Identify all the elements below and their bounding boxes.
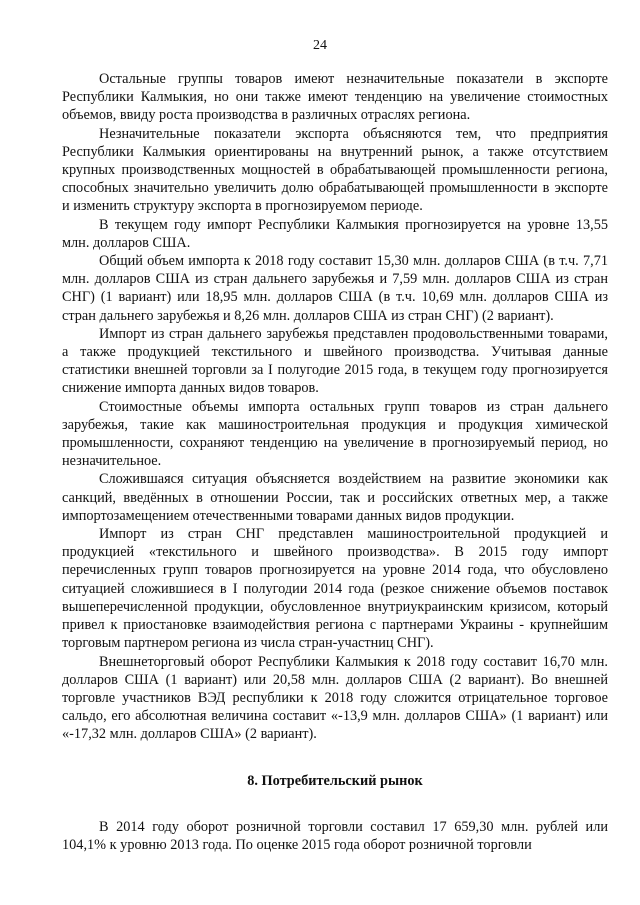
section-heading: 8. Потребительский рынок xyxy=(247,772,423,789)
paragraph: Внешнеторговый оборот Республики Калмыкия к 2018 году составит 16,70 млн. долларов США (1 вариант) или 20,58 млн. долларов США (2 вариант). Во внешней торговле участников ВЭД республики к 2018 году сложится отрицательное торговое сальдо, его абсолютная величина составит «-13,9 млн. долларов США» (1 вариант) или «-17,32 млн. долларов США» (2 вариант). xyxy=(62,653,608,743)
paragraph: Остальные группы товаров имеют незначительные показатели в экспорте Республики Калмыкия, но они также имеют тенденцию на увеличение стоимостных объемов, ввиду роста производства в различных отраслях региона. xyxy=(62,71,608,124)
paragraph: В 2014 году оборот розничной торговли составил 17 659,30 млн. рублей или 104,1% к уровню 2013 года. По оценке 2015 года оборот розничной торговли xyxy=(62,818,608,853)
page-body xyxy=(62,70,608,854)
paragraph: Сложившаяся ситуация объясняется воздействием на развитие экономики как санкций, введённых в отношении России, так и российских ответных мер, а также импортозамещением отечественными товарами данных видов продукции. xyxy=(62,471,608,524)
paragraph: Стоимостные объемы импорта остальных групп товаров из стран дальнего зарубежья, такие как машиностроительная продукция и продукция химической промышленности, сохраняют тенденцию на увеличение в прогнозируемый период, но незначительное. xyxy=(62,398,608,470)
paragraph: Импорт из стран дальнего зарубежья представлен продовольственными товарами, а также продукцией текстильного и швейного производства. Учитывая данные статистики внешней торговли за I полугодие 2015 года, в текущем году прогнозируется снижение импорта данных видов товаров. xyxy=(62,325,608,397)
page-number: 24 xyxy=(313,38,327,53)
paragraph: Незначительные показатели экспорта объясняются тем, что предприятия Республики Калмыкия ориентированы на внутренний рынок, а также отсутствием крупных производственных мощностей в обрабатывающей промышленности региона, способных значительно увеличить долю обрабатывающей промышленности в экспорте и изменить структуру экспорта в прогнозируемом периоде. xyxy=(62,125,608,215)
paragraph: В текущем году импорт Республики Калмыкия прогнозируется на уровне 13,55 млн. долларов США. xyxy=(62,216,608,251)
paragraph: Общий объем импорта к 2018 году составит 15,30 млн. долларов США (в т.ч. 7,71 млн. долларов США из стран дальнего зарубежья и 7,59 млн. долларов США из стран СНГ) (1 вариант) или 18,95 млн. долларов США (в т.ч. 10,69 млн. долларов США из стран дальнего зарубежья и 8,26 млн. долларов США из стран СНГ) (2 вариант). xyxy=(62,253,608,324)
paragraph: Импорт из стран СНГ представлен машиностроительной продукцией и продукцией «текстильного и швейного производства». В 2015 году импорт перечисленных групп товаров прогнозируется на уровне 2014 года, что обусловлено ситуацией сложившиеся в I полугодии 2014 года (резкое снижение объемов поставок вышеперечисленной продукции, обусловленное внутриукраинским кризисом, который привел к приостановке взаимодействия региона с партнерами Украины - крупнейшим торговым партнером региона из числа стран-участниц СНГ). xyxy=(62,526,608,652)
